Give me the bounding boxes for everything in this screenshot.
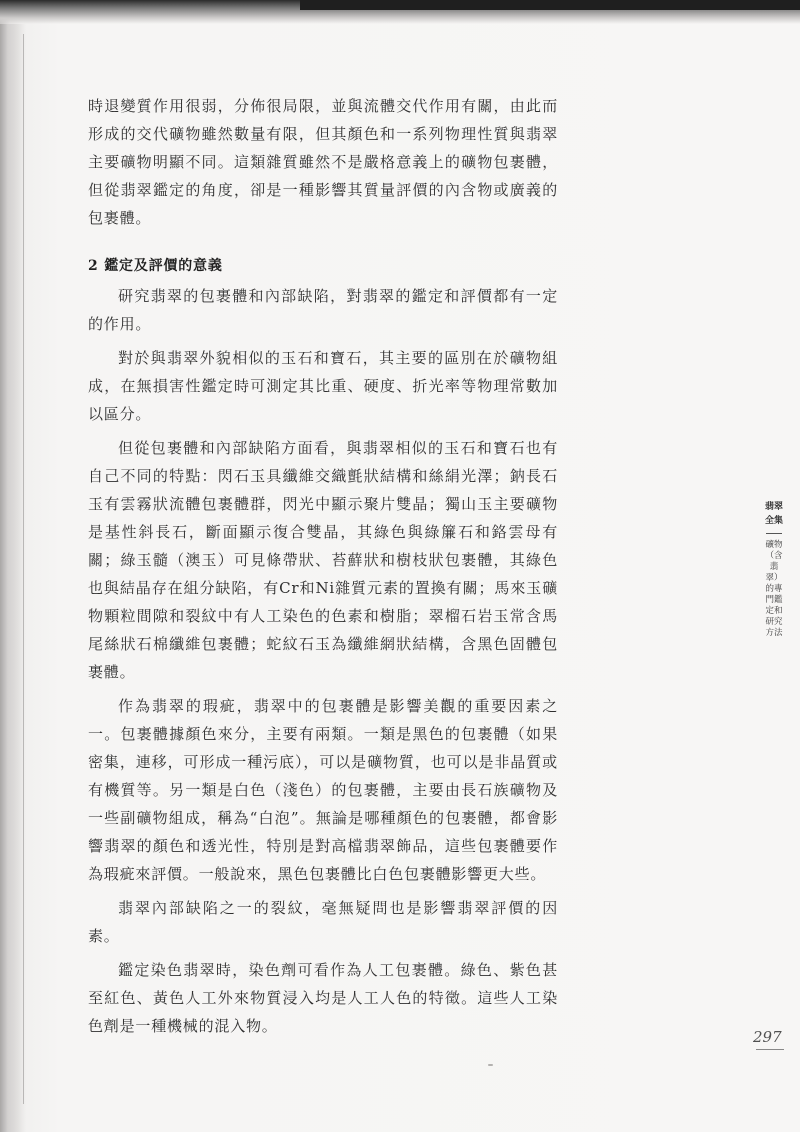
paragraph-cracks: 翡翠內部缺陷之一的裂紋，毫無疑問也是影響翡翠評價的因素。 [88,899,558,945]
page-top-edge [0,0,800,24]
page-number-rule [756,1049,784,1050]
side-divider [766,533,782,534]
body-text [88,92,558,1046]
section-heading: 2 鑑定及評價的意義 [88,258,223,274]
paragraph-similar-stones: 對於與翡翠外貌相似的玉石和寶石，其主要的區別在於礦物組成，在無損害性鑑定時可測定其比重、硬度、折光率等物理常數加以區分。 [88,349,558,423]
paragraph-continued: 時退變質作用很弱，分佈很局限，並與流體交代作用有關，由此而形成的交代礦物雖然數量有限，但其顏色和一系列物理性質與翡翠主要礦物明顯不同。這類雜質雖然不是嚴格意義上的礦物包裹體，但從翡翠鑑定的角度，卻是一種影響其質量評價的內含物或廣義的包裹體。 [88,97,558,227]
paragraph-research: 研究翡翠的包裹體和內部缺陷，對翡翠的鑑定和評價都有一定的作用。 [88,287,558,333]
side-book-title: 翡翠全集 [765,502,784,526]
paragraph-inclusion-features: 但從包裹體和內部缺陷方面看，與翡翠相似的玉石和寶石也有自己不同的特點：閃石玉具纖維交織氈狀結構和絲絹光澤；鈉長石玉有雲霧狀流體包裹體群，閃光中顯示聚片雙晶；獨山玉主要礦物是基性斜長石，斷面顯示復合雙晶，其綠色與綠簾石和鉻雲母有關；綠玉髓（澳玉）可見條帶狀、苔蘚狀和樹枝狀包裹體，其綠色也與結晶存在組分缺陷，有Cr和Ni雜質元素的置換有關；馬來玉礦物顆粒間隙和裂紋中有人工染色的色素和樹脂；翠榴石岩玉常含馬尾絲狀石棉纖維包裹體；蛇紋石玉為纖維網狀結構，含黑色固體包裹體。 [88,439,558,681]
paragraph-dye: 鑑定染色翡翠時，染色劑可看作為人工包裹體。綠色、紫色甚至紅色、黃色人工外來物質浸入均是人工人色的特徵。這些人工染色劑是一種機械的混入物。 [88,961,558,1035]
side-running-title [765,500,783,639]
spine-line [23,34,24,1104]
page-number: 297 [753,1028,782,1046]
paper-speck [488,1064,493,1066]
paragraph-flaws: 作為翡翠的瑕疵，翡翠中的包裹體是影響美觀的重要因素之一。包裹體據顏色來分，主要有兩類。一類是黑色的包裹體（如果密集，連移，可形成一種污底），可以是礦物質，也可以是非晶質或有機質等。另一類是白色（淺色）的包裹體，主要由長石族礦物及一些副礦物組成，稱為“白泡”。無論是哪種顏色的包裹體，都會影響翡翠的顏色和透光性，特別是對高檔翡翠飾品，這些包裹體要作為瑕疵來評價。一般說來，黑色包裹體比白色包裹體影響更大些。 [88,697,558,883]
side-chapter-title: 礦物（含翡翠）的專門鑑定和研究方法 [765,540,783,638]
